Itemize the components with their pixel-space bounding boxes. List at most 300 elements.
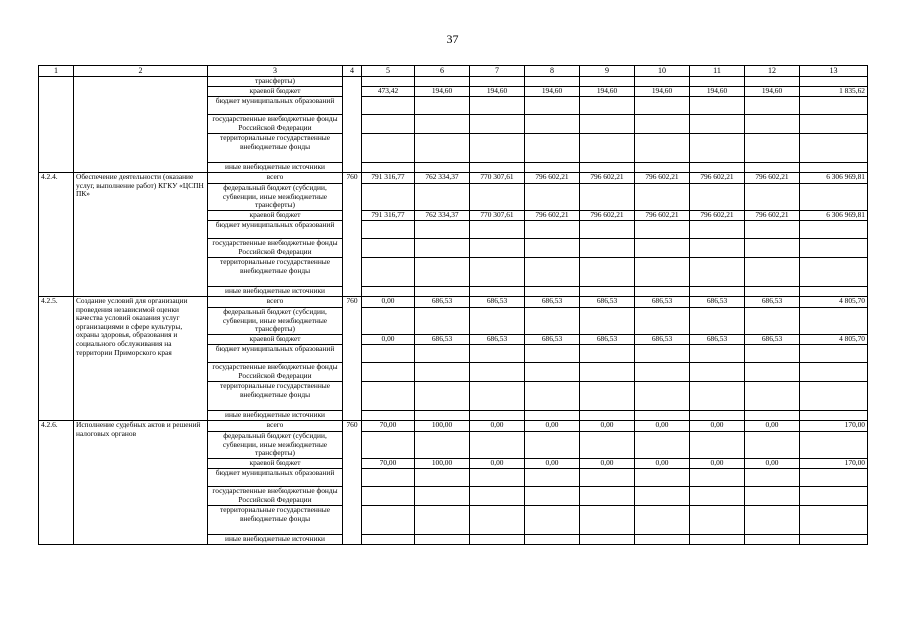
value-cell: [690, 221, 745, 239]
source-label: трансферты): [208, 77, 343, 87]
value-cell: [800, 345, 868, 363]
value-cell: [800, 239, 868, 258]
value-cell: 4 805,70: [800, 335, 868, 345]
value-cell: 796 602,21: [525, 173, 580, 184]
value-cell: [415, 221, 470, 239]
budget-table: [38, 65, 868, 545]
value-cell: 194,60: [745, 87, 800, 97]
value-cell: [745, 163, 800, 173]
value-cell: [800, 163, 868, 173]
source-label: всего: [208, 297, 343, 308]
header-cell: 3: [208, 66, 343, 77]
value-cell: [415, 97, 470, 115]
value-cell: [800, 287, 868, 297]
value-cell: [635, 134, 690, 163]
item-name: Обеспечение деятельности (оказание услуг, выполнение работ) КГКУ «ЦСПН ПК»: [74, 173, 208, 297]
value-cell: 0,00: [690, 459, 745, 469]
value-cell: [745, 287, 800, 297]
value-cell: [635, 469, 690, 487]
value-cell: [580, 535, 635, 545]
value-cell: [362, 308, 415, 335]
value-cell: [415, 432, 470, 459]
value-cell: [580, 115, 635, 134]
value-cell: [580, 363, 635, 382]
header-cell: 11: [690, 66, 745, 77]
value-cell: [525, 345, 580, 363]
value-cell: [415, 382, 470, 411]
value-cell: [690, 163, 745, 173]
value-cell: [415, 287, 470, 297]
source-label: бюджет муниципальных образований: [208, 221, 343, 239]
value-cell: 686,53: [580, 335, 635, 345]
value-cell: 0,00: [635, 459, 690, 469]
grbs-code: 760: [343, 421, 362, 545]
value-cell: 194,60: [415, 87, 470, 97]
value-cell: [580, 287, 635, 297]
value-cell: 796 602,21: [745, 211, 800, 221]
value-cell: [525, 221, 580, 239]
value-cell: [415, 308, 470, 335]
value-cell: [362, 239, 415, 258]
value-cell: [362, 77, 415, 87]
header-cell: 4: [343, 66, 362, 77]
value-cell: 170,00: [800, 421, 868, 432]
value-cell: [635, 239, 690, 258]
value-cell: [525, 411, 580, 421]
value-cell: [580, 469, 635, 487]
source-label: государственные внебюджетные фонды Российской Федерации: [208, 239, 343, 258]
value-cell: [470, 115, 525, 134]
value-cell: [525, 239, 580, 258]
item-name: Создание условий для организации проведения независимой оценки качества условий оказания услуг организациями в сфере культуры, охраны здоровья, образования и социального обслуживания на территории Приморского края: [74, 297, 208, 421]
value-cell: [635, 308, 690, 335]
header-cell: 13: [800, 66, 868, 77]
value-cell: 686,53: [580, 297, 635, 308]
value-cell: [635, 258, 690, 287]
value-cell: [690, 506, 745, 535]
value-cell: [635, 363, 690, 382]
value-cell: [525, 258, 580, 287]
header-cell: 5: [362, 66, 415, 77]
value-cell: [690, 345, 745, 363]
value-cell: [800, 221, 868, 239]
value-cell: [690, 487, 745, 506]
source-label: иные внебюджетные источники: [208, 411, 343, 421]
value-cell: [415, 345, 470, 363]
source-label: краевой бюджет: [208, 459, 343, 469]
value-cell: [745, 469, 800, 487]
value-cell: [745, 97, 800, 115]
source-label: бюджет муниципальных образований: [208, 97, 343, 115]
item-code: [39, 77, 74, 173]
value-cell: [525, 184, 580, 211]
value-cell: [470, 487, 525, 506]
value-cell: [415, 163, 470, 173]
value-cell: [690, 432, 745, 459]
value-cell: [470, 77, 525, 87]
value-cell: [470, 163, 525, 173]
header-cell: 2: [74, 66, 208, 77]
value-cell: 791 316,77: [362, 211, 415, 221]
value-cell: [362, 535, 415, 545]
value-cell: [580, 345, 635, 363]
source-label: краевой бюджет: [208, 335, 343, 345]
value-cell: [362, 115, 415, 134]
value-cell: [745, 308, 800, 335]
value-cell: [580, 258, 635, 287]
value-cell: [745, 345, 800, 363]
value-cell: [745, 487, 800, 506]
value-cell: 796 602,21: [690, 211, 745, 221]
value-cell: 796 602,21: [635, 211, 690, 221]
value-cell: [525, 487, 580, 506]
value-cell: 796 602,21: [745, 173, 800, 184]
value-cell: [800, 77, 868, 87]
value-cell: [525, 77, 580, 87]
value-cell: 0,00: [580, 459, 635, 469]
value-cell: [470, 221, 525, 239]
value-cell: [362, 221, 415, 239]
value-cell: [800, 535, 868, 545]
value-cell: 194,60: [635, 87, 690, 97]
value-cell: [800, 411, 868, 421]
source-label: всего: [208, 173, 343, 184]
value-cell: [800, 308, 868, 335]
value-cell: [690, 258, 745, 287]
item-code: 4.2.5.: [39, 297, 74, 421]
value-cell: [525, 287, 580, 297]
item-code: 4.2.4.: [39, 173, 74, 297]
value-cell: 6 306 969,81: [800, 211, 868, 221]
value-cell: [635, 411, 690, 421]
source-label: государственные внебюджетные фонды Российской Федерации: [208, 363, 343, 382]
value-cell: 796 602,21: [580, 211, 635, 221]
header-cell: 6: [415, 66, 470, 77]
value-cell: [525, 134, 580, 163]
value-cell: 0,00: [470, 421, 525, 432]
value-cell: 194,60: [580, 87, 635, 97]
value-cell: 0,00: [470, 459, 525, 469]
source-label: федеральный бюджет (субсидии, субвенции, иные межбюджетные трансферты): [208, 308, 343, 335]
grbs-code: [343, 77, 362, 173]
value-cell: 70,00: [362, 459, 415, 469]
value-cell: [580, 308, 635, 335]
table-row: [39, 77, 868, 87]
source-label: территориальные государственные внебюджетные фонды: [208, 258, 343, 287]
value-cell: [470, 97, 525, 115]
source-label: государственные внебюджетные фонды Российской Федерации: [208, 115, 343, 134]
value-cell: [635, 163, 690, 173]
value-cell: [690, 239, 745, 258]
value-cell: 194,60: [525, 87, 580, 97]
value-cell: [470, 411, 525, 421]
value-cell: [580, 97, 635, 115]
value-cell: 170,00: [800, 459, 868, 469]
header-cell: 10: [635, 66, 690, 77]
value-cell: 770 307,61: [470, 173, 525, 184]
value-cell: [362, 469, 415, 487]
value-cell: [415, 469, 470, 487]
value-cell: [800, 469, 868, 487]
header-cell: 7: [470, 66, 525, 77]
source-label: всего: [208, 421, 343, 432]
value-cell: 686,53: [415, 335, 470, 345]
value-cell: 100,00: [415, 421, 470, 432]
value-cell: [415, 115, 470, 134]
value-cell: [635, 432, 690, 459]
value-cell: [362, 506, 415, 535]
value-cell: [525, 363, 580, 382]
value-cell: [800, 184, 868, 211]
value-cell: [690, 134, 745, 163]
value-cell: [415, 506, 470, 535]
value-cell: [362, 258, 415, 287]
value-cell: 796 602,21: [690, 173, 745, 184]
value-cell: 686,53: [470, 297, 525, 308]
value-cell: [525, 432, 580, 459]
source-label: краевой бюджет: [208, 211, 343, 221]
value-cell: [745, 382, 800, 411]
header-cell: 1: [39, 66, 74, 77]
value-cell: [415, 77, 470, 87]
value-cell: 0,00: [525, 459, 580, 469]
value-cell: 0,00: [690, 421, 745, 432]
value-cell: [745, 363, 800, 382]
value-cell: 796 602,21: [525, 211, 580, 221]
value-cell: 762 334,37: [415, 173, 470, 184]
value-cell: [415, 363, 470, 382]
value-cell: [580, 239, 635, 258]
value-cell: [470, 308, 525, 335]
header-cell: 8: [525, 66, 580, 77]
value-cell: [470, 184, 525, 211]
value-cell: [580, 432, 635, 459]
value-cell: [690, 308, 745, 335]
source-label: бюджет муниципальных образований: [208, 345, 343, 363]
value-cell: [745, 134, 800, 163]
value-cell: [470, 239, 525, 258]
value-cell: [800, 506, 868, 535]
value-cell: [800, 258, 868, 287]
value-cell: 686,53: [690, 297, 745, 308]
value-cell: [470, 287, 525, 297]
value-cell: 686,53: [470, 335, 525, 345]
value-cell: 686,53: [525, 335, 580, 345]
value-cell: [415, 411, 470, 421]
value-cell: 0,00: [745, 459, 800, 469]
value-cell: [800, 97, 868, 115]
item-name: Исполнение судебных актов и решений налоговых органов: [74, 421, 208, 545]
value-cell: [362, 432, 415, 459]
source-label: иные внебюджетные источники: [208, 163, 343, 173]
value-cell: 1 835,62: [800, 87, 868, 97]
value-cell: [800, 363, 868, 382]
value-cell: [745, 258, 800, 287]
value-cell: [745, 535, 800, 545]
value-cell: [470, 258, 525, 287]
value-cell: [800, 115, 868, 134]
value-cell: 686,53: [745, 335, 800, 345]
table-body: [39, 77, 868, 545]
value-cell: [635, 115, 690, 134]
value-cell: 796 602,21: [635, 173, 690, 184]
value-cell: [470, 535, 525, 545]
value-cell: 100,00: [415, 459, 470, 469]
value-cell: 762 334,37: [415, 211, 470, 221]
value-cell: [635, 506, 690, 535]
item-name: [74, 77, 208, 173]
value-cell: [362, 411, 415, 421]
value-cell: 4 805,70: [800, 297, 868, 308]
value-cell: [635, 221, 690, 239]
value-cell: [690, 97, 745, 115]
source-label: территориальные государственные внебюджетные фонды: [208, 134, 343, 163]
value-cell: [470, 134, 525, 163]
value-cell: [635, 184, 690, 211]
value-cell: [470, 469, 525, 487]
source-label: территориальные государственные внебюджетные фонды: [208, 382, 343, 411]
value-cell: [800, 382, 868, 411]
source-label: федеральный бюджет (субсидии, субвенции, иные межбюджетные трансферты): [208, 184, 343, 211]
value-cell: [745, 115, 800, 134]
value-cell: 6 306 969,81: [800, 173, 868, 184]
value-cell: [690, 411, 745, 421]
source-label: территориальные государственные внебюджетные фонды: [208, 506, 343, 535]
value-cell: [580, 382, 635, 411]
table-row: [39, 421, 868, 432]
source-label: бюджет муниципальных образований: [208, 469, 343, 487]
value-cell: [745, 432, 800, 459]
value-cell: 0,00: [580, 421, 635, 432]
value-cell: [800, 134, 868, 163]
value-cell: 791 316,77: [362, 173, 415, 184]
value-cell: [415, 258, 470, 287]
grbs-code: 760: [343, 173, 362, 297]
value-cell: [690, 287, 745, 297]
value-cell: [800, 487, 868, 506]
value-cell: [362, 163, 415, 173]
value-cell: [525, 163, 580, 173]
value-cell: [525, 506, 580, 535]
value-cell: [690, 382, 745, 411]
header-row: [39, 66, 868, 77]
value-cell: [690, 115, 745, 134]
value-cell: [580, 487, 635, 506]
table-row: [39, 173, 868, 184]
value-cell: [362, 134, 415, 163]
value-cell: 0,00: [362, 335, 415, 345]
value-cell: [745, 184, 800, 211]
source-label: федеральный бюджет (субсидии, субвенции, иные межбюджетные трансферты): [208, 432, 343, 459]
value-cell: [525, 469, 580, 487]
value-cell: 686,53: [525, 297, 580, 308]
value-cell: [470, 345, 525, 363]
value-cell: [745, 77, 800, 87]
value-cell: 194,60: [690, 87, 745, 97]
value-cell: 194,60: [470, 87, 525, 97]
value-cell: [470, 363, 525, 382]
value-cell: 473,42: [362, 87, 415, 97]
value-cell: [690, 363, 745, 382]
value-cell: 686,53: [415, 297, 470, 308]
source-label: краевой бюджет: [208, 87, 343, 97]
value-cell: 796 602,21: [580, 173, 635, 184]
value-cell: [525, 308, 580, 335]
table-row: [39, 297, 868, 308]
value-cell: [525, 535, 580, 545]
value-cell: [800, 432, 868, 459]
value-cell: [690, 184, 745, 211]
header-cell: 12: [745, 66, 800, 77]
value-cell: [745, 411, 800, 421]
source-label: иные внебюджетные источники: [208, 287, 343, 297]
value-cell: 0,00: [525, 421, 580, 432]
value-cell: 0,00: [635, 421, 690, 432]
source-label: иные внебюджетные источники: [208, 535, 343, 545]
value-cell: [635, 382, 690, 411]
value-cell: [580, 163, 635, 173]
value-cell: [745, 239, 800, 258]
value-cell: [580, 506, 635, 535]
item-code: 4.2.6.: [39, 421, 74, 545]
value-cell: [580, 134, 635, 163]
value-cell: [362, 363, 415, 382]
value-cell: [470, 432, 525, 459]
value-cell: 70,00: [362, 421, 415, 432]
value-cell: [362, 97, 415, 115]
value-cell: 686,53: [690, 335, 745, 345]
value-cell: [415, 487, 470, 506]
value-cell: [635, 287, 690, 297]
value-cell: [525, 382, 580, 411]
header-cell: 9: [580, 66, 635, 77]
value-cell: [580, 221, 635, 239]
value-cell: [580, 184, 635, 211]
value-cell: [362, 184, 415, 211]
value-cell: [690, 469, 745, 487]
value-cell: 686,53: [635, 335, 690, 345]
value-cell: [362, 345, 415, 363]
value-cell: 686,53: [635, 297, 690, 308]
value-cell: [580, 411, 635, 421]
value-cell: [525, 115, 580, 134]
value-cell: [580, 77, 635, 87]
source-label: государственные внебюджетные фонды Российской Федерации: [208, 487, 343, 506]
value-cell: [745, 506, 800, 535]
value-cell: [362, 287, 415, 297]
value-cell: 770 307,61: [470, 211, 525, 221]
value-cell: [635, 535, 690, 545]
value-cell: [745, 221, 800, 239]
value-cell: 0,00: [745, 421, 800, 432]
value-cell: [690, 535, 745, 545]
value-cell: [470, 382, 525, 411]
grbs-code: 760: [343, 297, 362, 421]
value-cell: [635, 97, 690, 115]
value-cell: [415, 239, 470, 258]
value-cell: [362, 382, 415, 411]
value-cell: [415, 184, 470, 211]
value-cell: 0,00: [362, 297, 415, 308]
value-cell: [415, 134, 470, 163]
value-cell: 686,53: [745, 297, 800, 308]
value-cell: [690, 77, 745, 87]
value-cell: [362, 487, 415, 506]
value-cell: [470, 506, 525, 535]
page-number: 37: [446, 32, 459, 46]
value-cell: [635, 77, 690, 87]
value-cell: [415, 535, 470, 545]
